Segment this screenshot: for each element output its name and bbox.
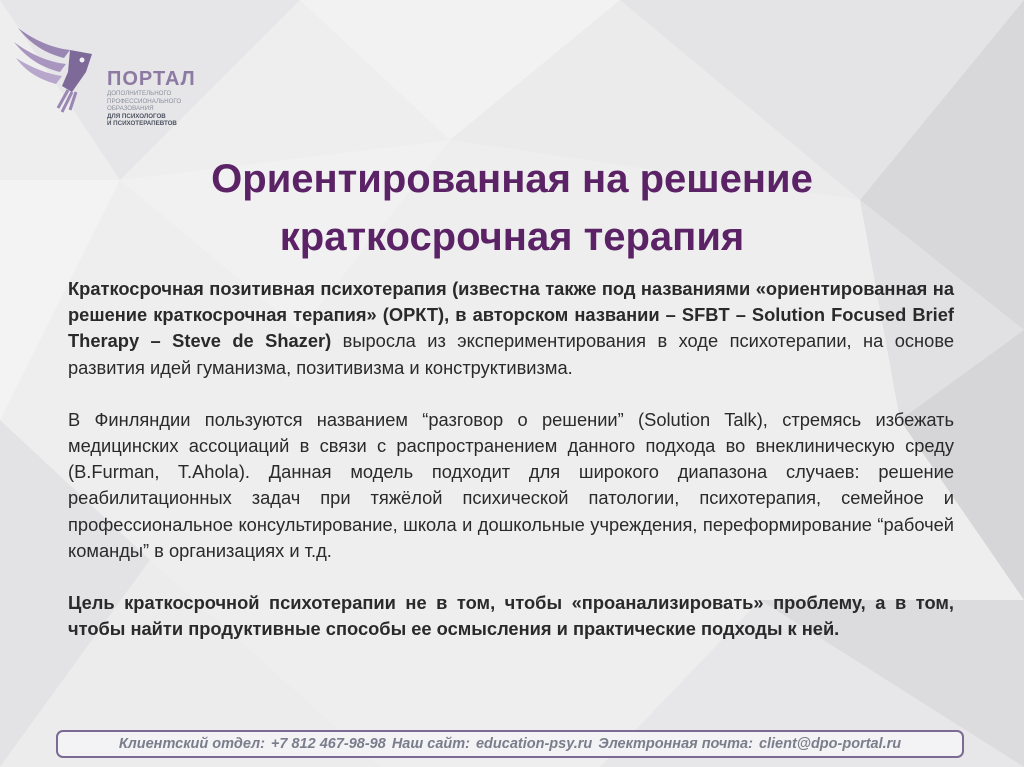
footer-site-label: Наш сайт:: [391, 736, 470, 752]
logo-subtitle: [107, 90, 199, 128]
logo-subtitle-line: И ПСИХОТЕРАПЕВТОВ: [107, 120, 177, 128]
portal-logo: [12, 20, 196, 128]
slide-title-line2: краткосрочная терапия: [279, 215, 745, 259]
footer-site-link[interactable]: education-psy.ru: [475, 736, 593, 752]
footer-email-link[interactable]: client@dpo-portal.ru: [758, 736, 902, 752]
paragraph-1-text: выросла из экспериментирования в ходе психотерапии, на основе развития идей гуманизма, позитивизма и конструктивизма.: [68, 330, 954, 378]
footer-client-label: Клиентский отдел:: [118, 736, 265, 752]
contact-footer: [56, 730, 964, 758]
paragraph-2: В Финляндии пользуются названием “разговор о решении” (Solution Talk), стремясь избежать медицинских ассоциаций в связи с распространением данного подхода во внеклиническую среду (B.Furman, T.Ahola). Данная модель подходит для широкого диапазона случаев: решение реабилитационных задач при тяжёлой психической патологии, психотерапия, семейное и профессиональное консультирование, школа и дошкольные учреждения, переформирование “рабочей команды” в организациях и т.д.: [68, 408, 954, 561]
logo-subtitle-line: ДОПОЛНИТЕЛЬНОГО: [107, 90, 172, 97]
wing-bird-icon: [12, 20, 104, 116]
logo-subtitle-line: ДЛЯ ПСИХОЛОГОВ: [107, 112, 166, 120]
slide-title-line1: Ориентированная на решение: [211, 157, 813, 201]
paragraph-3-bold: Цель краткосрочной психотерапии не в том, чтобы «проанализировать» проблему, а в том, чтобы найти продуктивные способы ее осмысления и практические подходы к ней.: [68, 592, 954, 640]
paragraph-3: [68, 590, 954, 642]
footer-phone[interactable]: +7 812 467-98-98: [270, 736, 386, 752]
slide-title: [0, 150, 1024, 266]
footer-email-label: Электронная почта:: [598, 736, 753, 752]
paragraph-1-bold: Краткосрочная позитивная психотерапия (известна также под названиями «ориентированная на решение краткосрочная терапия» (ОРКТ), в авторском названии – SFBT – Solution Focused Brief Therapy – Steve de Shazer): [68, 278, 954, 352]
paragraph-1: [68, 276, 954, 381]
logo-title: ПОРТАЛ: [107, 68, 196, 90]
logo-subtitle-line: ОБРАЗОВАНИЯ: [107, 105, 154, 113]
logo-subtitle-line: ПРОФЕССИОНАЛЬНОГО: [107, 97, 182, 105]
slide-body: [68, 276, 954, 668]
